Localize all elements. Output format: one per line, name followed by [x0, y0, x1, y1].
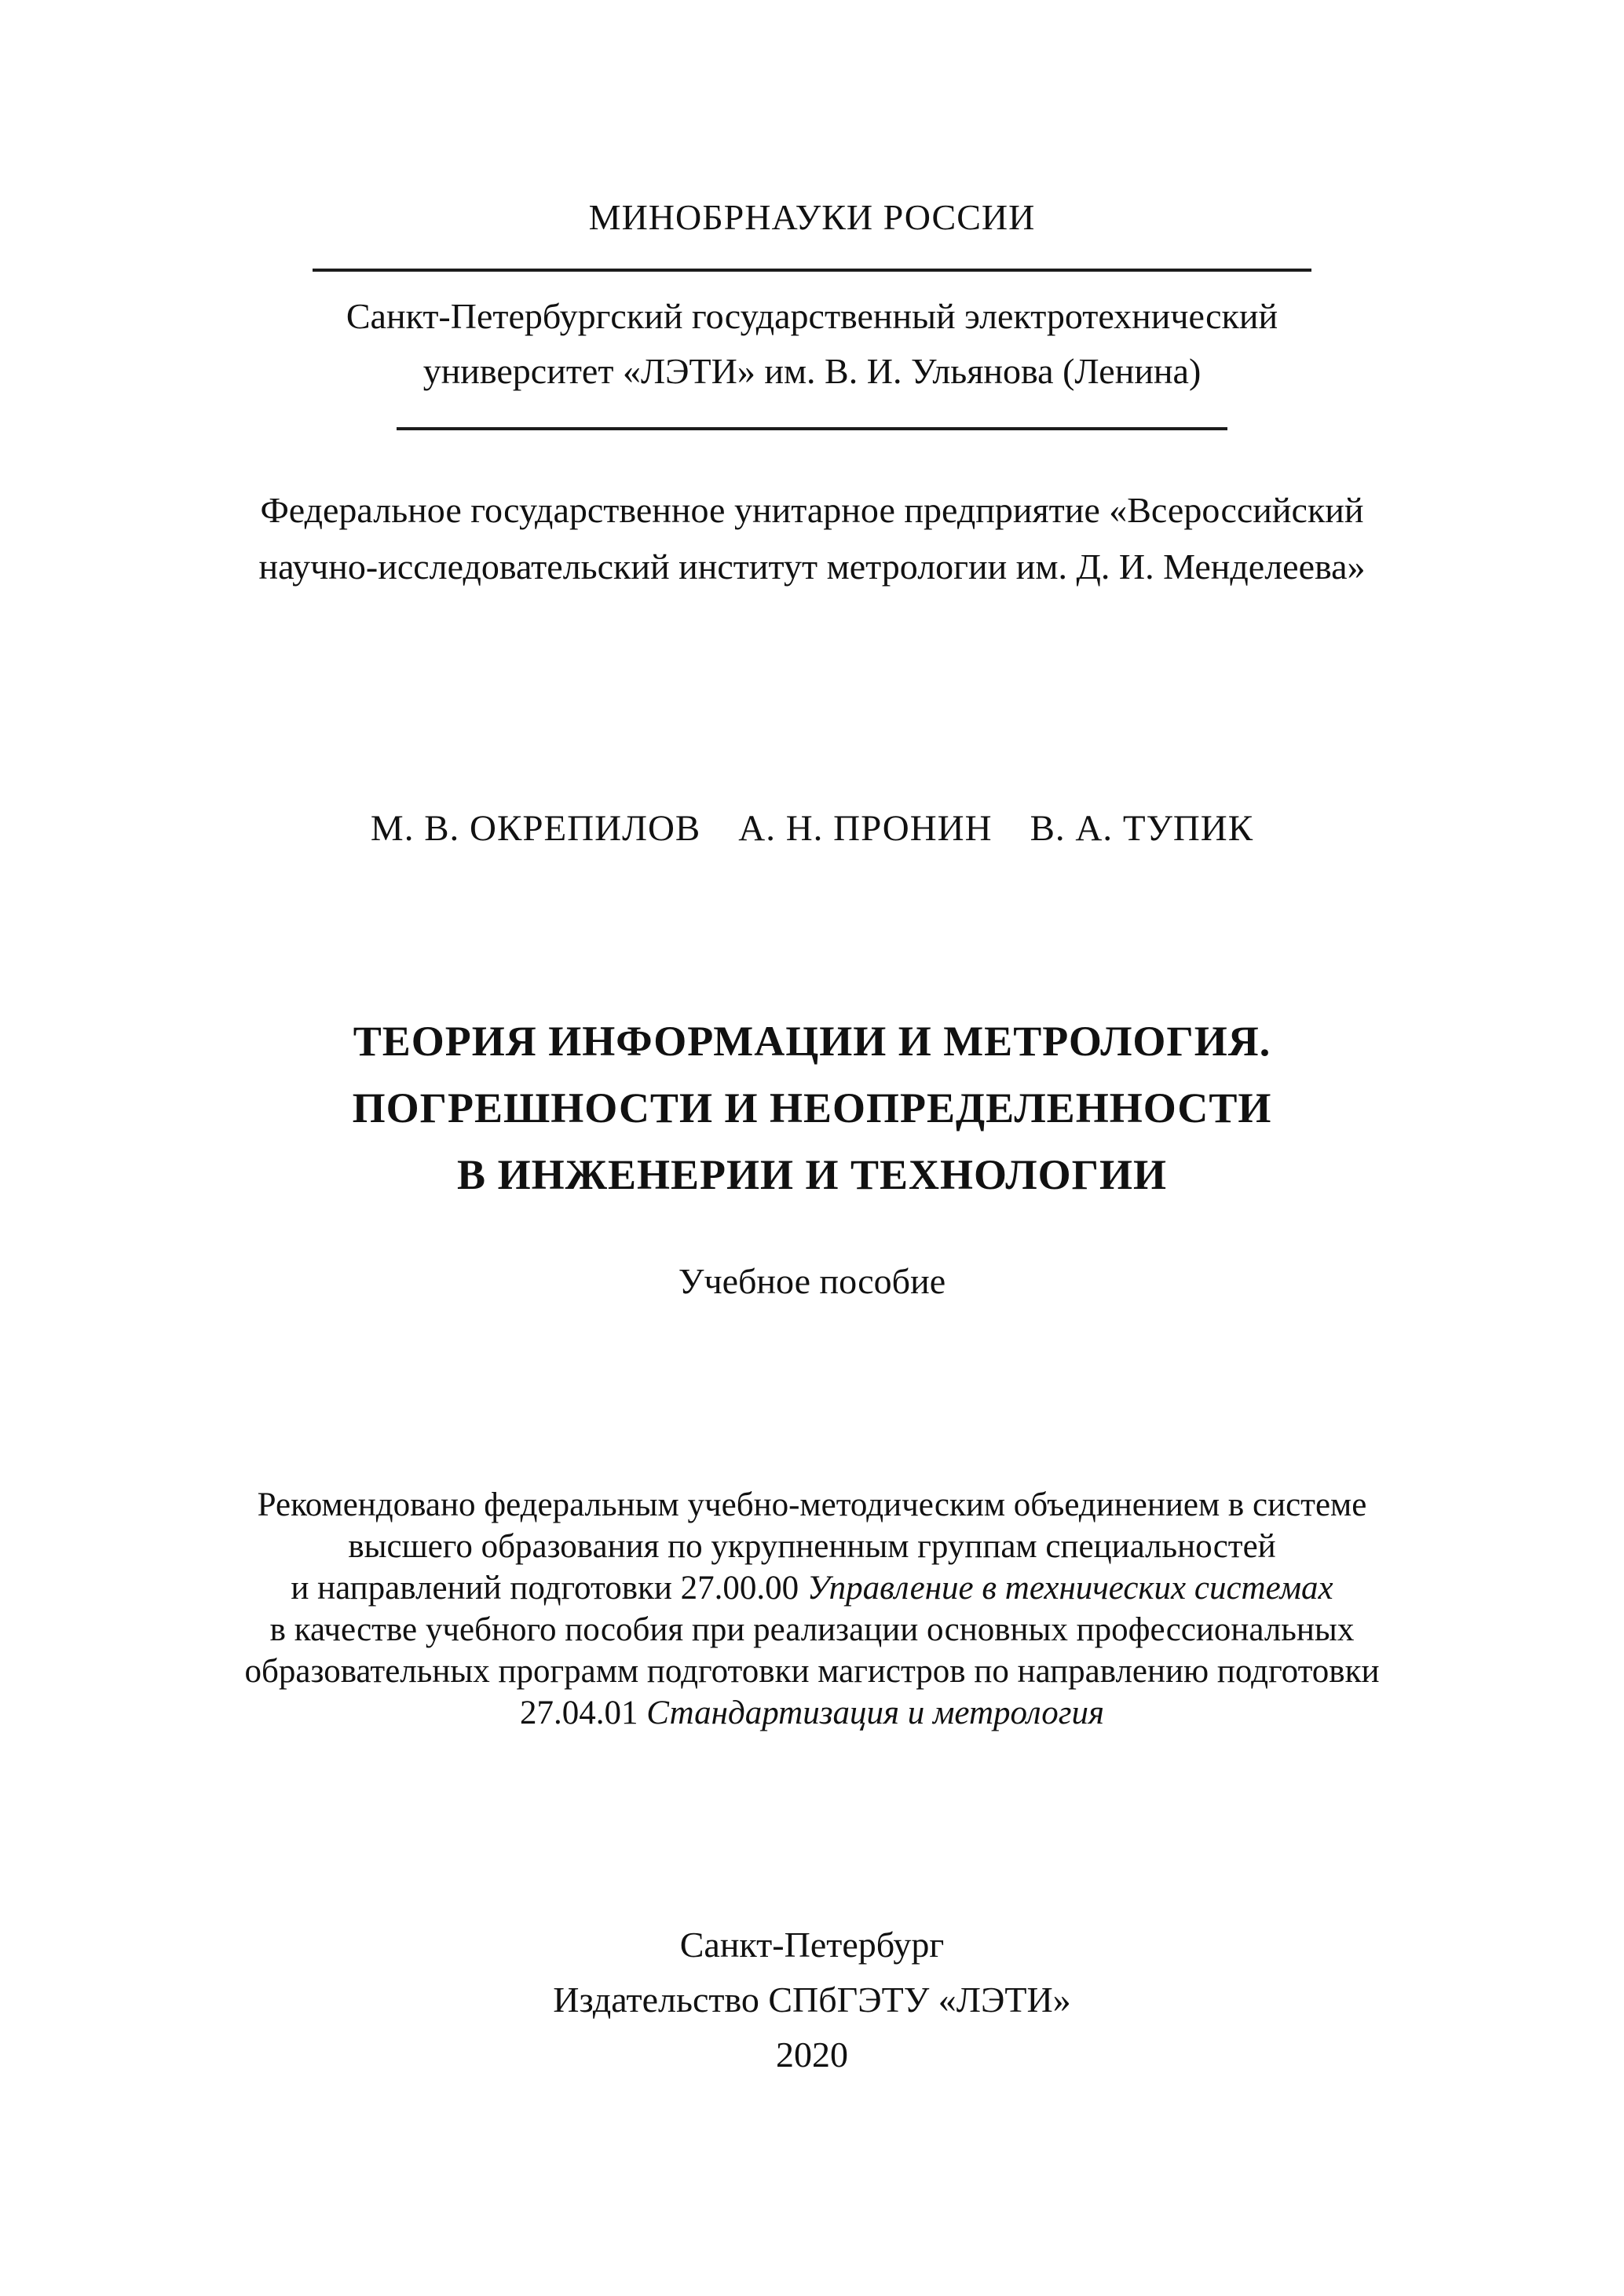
book-title	[0, 1008, 1624, 1208]
ministry-heading: МИНОБРНАУКИ РОССИИ	[588, 197, 1036, 237]
book-title-line-3: В ИНЖЕНЕРИИ И ТЕХНОЛОГИИ	[457, 1151, 1167, 1198]
recommendation-line-1: Рекомендовано федеральным учебно-методическим объединением в системе	[257, 1486, 1367, 1523]
imprint-publisher: Издательство СПбГЭТУ «ЛЭТИ»	[553, 1980, 1071, 2020]
university-name-line-2: университет «ЛЭТИ» им. В. И. Ульянова (Ленина)	[422, 351, 1202, 391]
book-title-line-2: ПОГРЕШНОСТИ И НЕОПРЕДЕЛЕННОСТИ	[352, 1084, 1272, 1132]
separator-line-middle	[397, 427, 1227, 430]
author-1: М. В. ОКРЕПИЛОВ	[370, 808, 701, 849]
recommendation-line-3-text: и направлений подготовки 27.00.00	[291, 1570, 799, 1607]
recommendation-line-3	[0, 1567, 1624, 1609]
imprint-city: Санкт-Петербург	[679, 1925, 945, 1965]
imprint-year: 2020	[776, 2035, 848, 2075]
recommendation-line-3-specialty: Управление в технических системах	[807, 1570, 1333, 1607]
recommendation-line-6	[0, 1692, 1624, 1734]
university-name-line-1: Санкт-Петербургский государственный электротехнический	[346, 296, 1278, 336]
author-2: А. Н. ПРОНИН	[738, 808, 993, 849]
recommendation-line-6-specialty: Стандартизация и метрология	[646, 1695, 1104, 1731]
edition-type-subtitle: Учебное пособие	[678, 1261, 946, 1301]
book-title-line-1: ТЕОРИЯ ИНФОРМАЦИИ И МЕТРОЛОГИЯ.	[353, 1018, 1271, 1065]
recommendation-line-4: в качестве учебного пособия при реализации основных профессиональных	[269, 1611, 1355, 1648]
enterprise-name-line-1: Федеральное государственное унитарное предприятие «Всероссийский	[260, 490, 1364, 530]
recommendation-paragraph	[0, 1484, 1624, 1734]
recommendation-line-2: высшего образования по укрупненным группам специальностей	[348, 1528, 1276, 1565]
recommendation-line-5: образовательных программ подготовки магистров по направлению подготовки	[244, 1653, 1380, 1690]
imprint-block	[0, 1918, 1624, 2082]
separator-line-top	[313, 269, 1311, 272]
enterprise-name	[0, 482, 1624, 595]
authors-line	[0, 803, 1624, 854]
enterprise-name-line-2: научно-исследовательский институт метрологии им. Д. И. Менделеева»	[258, 547, 1366, 587]
university-name	[0, 289, 1624, 399]
recommendation-line-6-text: 27.04.01	[520, 1695, 638, 1731]
author-3: В. А. ТУПИК	[1030, 808, 1254, 849]
